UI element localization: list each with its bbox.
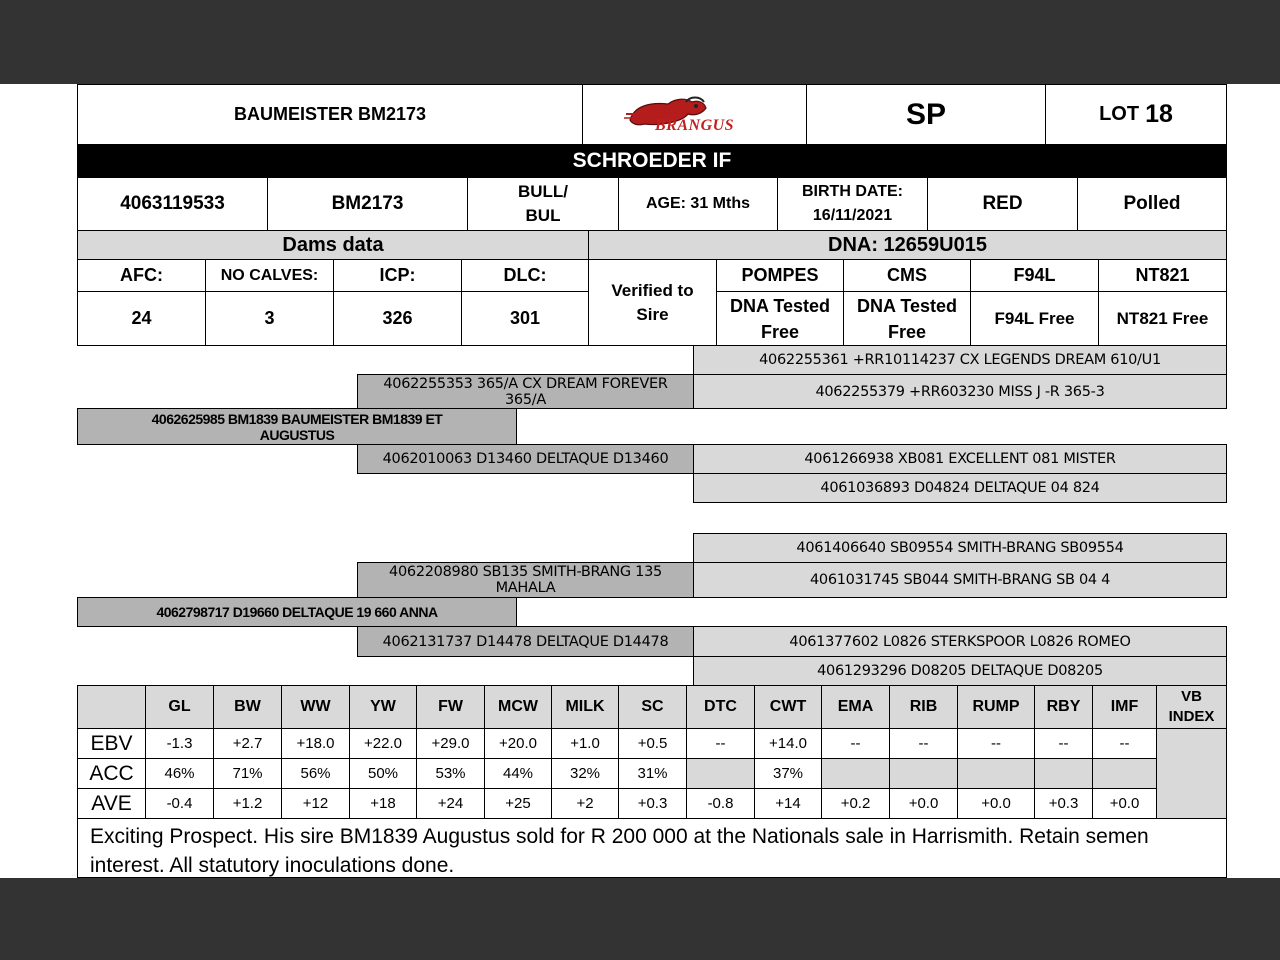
ebv-cell: +24 <box>416 788 485 819</box>
ebv-header-milk: MILK <box>551 685 619 729</box>
animal-tag: BM2173 <box>267 177 468 231</box>
ebv-cell: 31% <box>618 758 687 789</box>
pedigree-sire-sire-sire: 4062255361 +RR10114237 CX LEGENDS DREAM 610/U1 <box>693 345 1227 375</box>
ebv-header-mcw: MCW <box>484 685 552 729</box>
pompes-value: DNA Tested Free <box>716 291 844 346</box>
brangus-logo <box>582 84 807 145</box>
ebv-cell <box>957 758 1035 789</box>
pedigree-dam: 4062798717 D19660 DELTAQUE 19 660 ANNA <box>77 597 517 627</box>
f94l-value: F94L Free <box>970 291 1099 346</box>
sex-line-1: BULL/ <box>517 182 569 201</box>
birth-date-cell <box>777 177 928 231</box>
ebv-cell: -- <box>1034 728 1093 759</box>
ebv-cell <box>1034 758 1093 789</box>
pedigree-dam-dam-dam: 4061293296 D08205 DELTAQUE D08205 <box>693 656 1227 686</box>
afc-value: 24 <box>77 291 206 346</box>
ebv-cell: 71% <box>213 758 282 789</box>
ebv-cell: -- <box>1092 728 1157 759</box>
ebv-cell <box>889 758 958 789</box>
breeder-banner <box>77 145 1227 177</box>
afc-label: AFC: <box>77 259 206 292</box>
ebv-cell: +22.0 <box>349 728 417 759</box>
pompes-label: POMPES <box>716 259 844 292</box>
pedigree-dam-dam-sire: 4061377602 L0826 STERKSPOOR L0826 ROMEO <box>693 626 1227 657</box>
ebv-cell: +0.3 <box>618 788 687 819</box>
ebv-header-yw: YW <box>349 685 417 729</box>
ebv-header-rby: RBY <box>1034 685 1093 729</box>
pedigree-dam-sire-sire: 4061406640 SB09554 SMITH-BRANG SB09554 <box>693 533 1227 563</box>
ebv-row-label-ebv: EBV <box>77 728 146 759</box>
ebv-cell: +14.0 <box>754 728 822 759</box>
verified-to-sire: Verified to Sire <box>588 259 717 346</box>
ebv-cell: +29.0 <box>416 728 485 759</box>
ebv-cell: 53% <box>416 758 485 789</box>
ebv-cell: 50% <box>349 758 417 789</box>
ebv-cell: -0.8 <box>686 788 755 819</box>
logo-text: BRANGUS <box>655 117 735 134</box>
ebv-row-label-acc: ACC <box>77 758 146 789</box>
ebv-header-vb-index: VB INDEX <box>1156 685 1227 729</box>
pedigree-dam-sire-dam: 4061031745 SB044 SMITH-BRANG SB 04 4 <box>693 562 1227 598</box>
ebv-cell <box>821 758 890 789</box>
horn-status: Polled <box>1077 177 1227 231</box>
ebv-header-ww: WW <box>281 685 350 729</box>
pedigree-sire-dam-dam: 4061036893 D04824 DELTAQUE 04 824 <box>693 473 1227 503</box>
pedigree-sire-dam: 4062010063 D13460 DELTAQUE D13460 <box>357 444 694 474</box>
ebv-header-gl: GL <box>145 685 214 729</box>
ebv-cell: 32% <box>551 758 619 789</box>
pedigree-sire: 4062625985 BM1839 BAUMEISTER BM1839 ET AUGUSTUS <box>77 408 517 445</box>
ebv-cell: +25 <box>484 788 552 819</box>
ebv-cell: 56% <box>281 758 350 789</box>
sex-cell <box>467 177 619 231</box>
ebv-cell <box>1092 758 1157 789</box>
ebv-cell: +0.0 <box>957 788 1035 819</box>
ebv-cell: -0.4 <box>145 788 214 819</box>
ebv-header-dtc: DTC <box>686 685 755 729</box>
ebv-header-fw: FW <box>416 685 485 729</box>
icp-value: 326 <box>333 291 462 346</box>
dna-title: DNA: 12659U015 <box>588 230 1227 260</box>
ebv-cell: +2.7 <box>213 728 282 759</box>
calves-value: 3 <box>205 291 334 346</box>
ebv-header-bw: BW <box>213 685 282 729</box>
f94l-label: F94L <box>970 259 1099 292</box>
lot-number: 18 <box>1145 100 1173 128</box>
ebv-cell: +18 <box>349 788 417 819</box>
icp-label: ICP: <box>333 259 462 292</box>
pedigree-dam-sire: 4062208980 SB135 SMITH-BRANG 135 MAHALA <box>357 562 694 598</box>
ebv-cell: -1.3 <box>145 728 214 759</box>
lot-cell <box>1045 84 1227 145</box>
ebv-cell: +1.2 <box>213 788 282 819</box>
category: SP <box>905 97 947 131</box>
ebv-cell: +12 <box>281 788 350 819</box>
ebv-corner-cell <box>77 685 146 729</box>
ebv-cell: +0.2 <box>821 788 890 819</box>
ebv-row-label-ave: AVE <box>77 788 146 819</box>
animal-id: 4063119533 <box>77 177 268 231</box>
ebv-cell: +18.0 <box>281 728 350 759</box>
ebv-cell <box>686 758 755 789</box>
ebv-header-imf: IMF <box>1092 685 1157 729</box>
ebv-cell: +20.0 <box>484 728 552 759</box>
ebv-cell: 46% <box>145 758 214 789</box>
colour: RED <box>927 177 1078 231</box>
age: AGE: 31 Mths <box>618 177 778 231</box>
ebv-cell: +0.5 <box>618 728 687 759</box>
pedigree-sire-sire: 4062255353 365/A CX DREAM FOREVER 365/A <box>357 374 694 409</box>
category-cell <box>806 84 1046 145</box>
pedigree-sire-dam-sire: 4061266938 XB081 EXCELLENT 081 MISTER <box>693 444 1227 474</box>
ebv-cell: +0.0 <box>889 788 958 819</box>
ebv-header-rib: RIB <box>889 685 958 729</box>
ebv-cell: +0.3 <box>1034 788 1093 819</box>
ebv-cell: -- <box>821 728 890 759</box>
pedigree-sire-sire-dam: 4062255379 +RR603230 MISS J -R 365-3 <box>693 374 1227 409</box>
ebv-header-cwt: CWT <box>754 685 822 729</box>
ebv-header-sc: SC <box>618 685 687 729</box>
dlc-label: DLC: <box>461 259 589 292</box>
ebv-cell: +1.0 <box>551 728 619 759</box>
ebv-header-ema: EMA <box>821 685 890 729</box>
ebv-cell: -- <box>957 728 1035 759</box>
sex-line-2: BUL <box>525 206 561 225</box>
ebv-cell: +14 <box>754 788 822 819</box>
dlc-value: 301 <box>461 291 589 346</box>
ebv-cell: +0.0 <box>1092 788 1157 819</box>
ebv-cell: +2 <box>551 788 619 819</box>
lot-label: LOT <box>1099 103 1140 125</box>
breeder-name: SCHROEDER IF <box>572 149 732 172</box>
animal-name-cell <box>77 84 583 145</box>
nt821-value: NT821 Free <box>1098 291 1227 346</box>
ebv-cell: -- <box>889 728 958 759</box>
ebv-cell: -- <box>686 728 755 759</box>
cms-value: DNA Tested Free <box>843 291 971 346</box>
pedigree-dam-dam: 4062131737 D14478 DELTAQUE D14478 <box>357 626 694 657</box>
lot-sheet <box>0 84 1280 878</box>
comments: Exciting Prospect. His sire BM1839 Augustus sold for R 200 000 at the Nationals sale in Harrismith. Retain semen interest. All statutory inoculations done. <box>77 818 1227 878</box>
nt821-label: NT821 <box>1098 259 1227 292</box>
dams-data-title: Dams data <box>77 230 589 260</box>
calves-label: NO CALVES: <box>205 259 334 292</box>
birth-date-label: BIRTH DATE: <box>801 183 904 200</box>
birth-date: 16/11/2021 <box>812 207 893 224</box>
cms-label: CMS <box>843 259 971 292</box>
ebv-header-rump: RUMP <box>957 685 1035 729</box>
animal-name: BAUMEISTER BM2173 <box>233 104 427 124</box>
ebv-cell: 44% <box>484 758 552 789</box>
ebv-cell: 37% <box>754 758 822 789</box>
vb-index-value-cell <box>1156 728 1227 819</box>
